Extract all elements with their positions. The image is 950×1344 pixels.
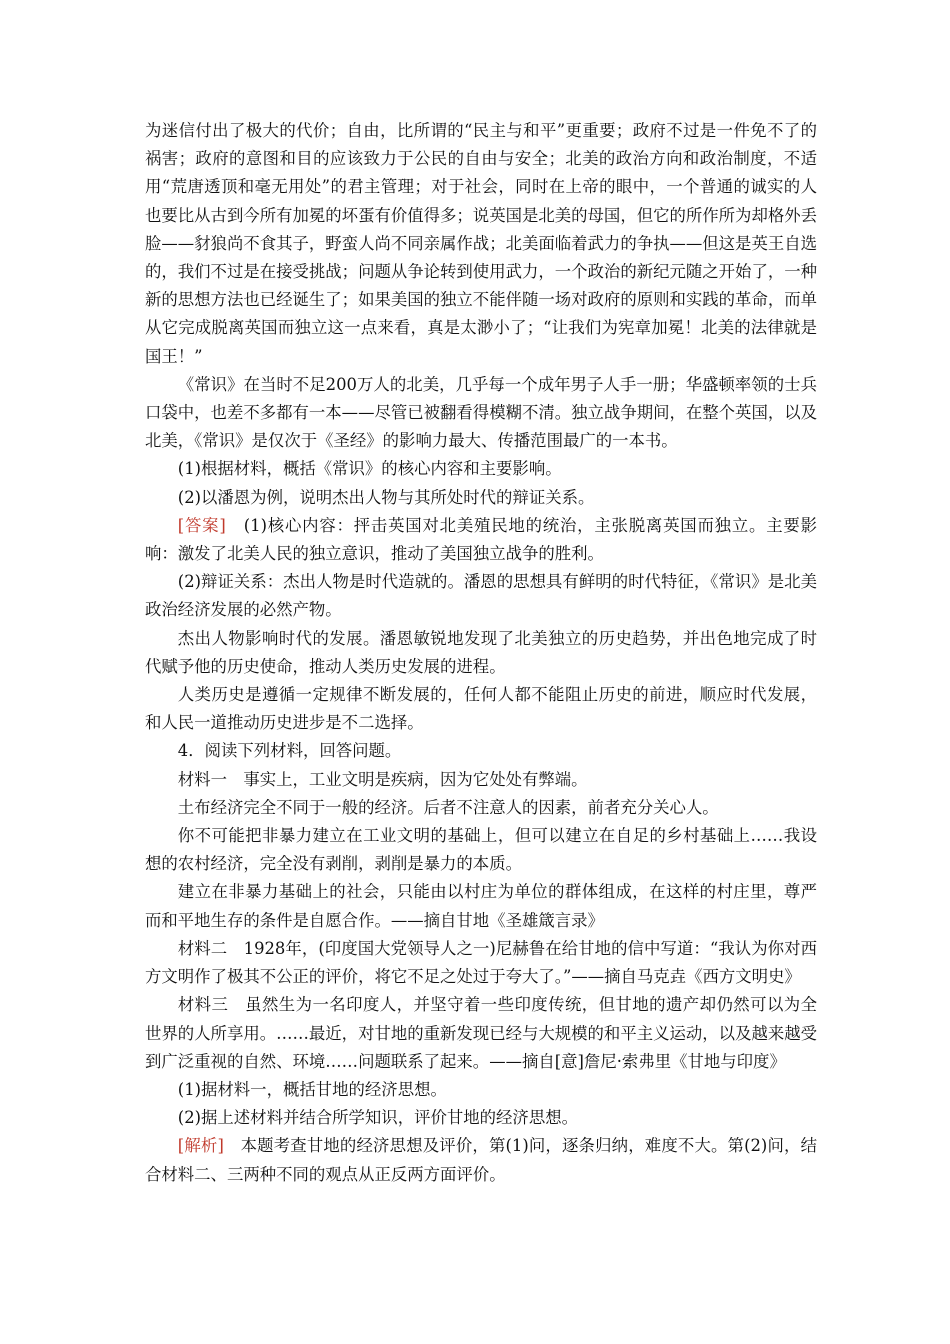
answer-part-2-conclusion: [145, 681, 817, 737]
material-2: [145, 935, 817, 991]
analysis-tag: [解析]: [177, 1136, 224, 1156]
paragraph-text: 4．阅读下列材料，回答问题。: [177, 741, 402, 761]
paragraph-text: (2)据上述材料并结合所学知识，评价甘地的经济思想。: [177, 1108, 578, 1128]
paragraph-text: (1)据材料一，概括甘地的经济思想。: [177, 1079, 447, 1099]
question-3-1: [145, 455, 817, 483]
paragraph-text: 人类历史是遵循一定规律不断发展的，任何人都不能阻止历史的前进，顺应时代发展，和人民一道推动历史进步是不二选择。: [145, 685, 817, 733]
paragraph-text: 你不可能把非暴力建立在工业文明的基础上，但可以建立在自足的乡村基础上……我设想的农村经济，完全没有剥削，剥削是暴力的本质。: [145, 826, 817, 874]
material-1-khadi: [145, 794, 817, 822]
question-4-stem: [145, 737, 817, 765]
answer-tag: [答案]: [177, 515, 226, 535]
paragraph-text: (2)以潘恩为例，说明杰出人物与其所处时代的辩证关系。: [177, 487, 595, 507]
material-3: [145, 991, 817, 1076]
paragraph-text: 杰出人物影响时代的发展。潘恩敏锐地发现了北美独立的历史趋势，并出色地完成了时代赋予他的历史使命，推动人类历史发展的进程。: [145, 628, 817, 676]
paragraph-text: 材料一 事实上，工业文明是疾病，因为它处处有弊端。: [177, 769, 588, 789]
material-1: [145, 766, 817, 794]
paragraph-quote-continuation: [145, 117, 817, 371]
analysis-paragraph: [145, 1132, 817, 1188]
paragraph-text: 土布经济完全不同于一般的经济。后者不注意人的因素，前者充分关心人。: [177, 797, 719, 817]
answer-part-2-influence: [145, 625, 817, 681]
paragraph-text: 本题考查甘地的经济思想及评价，第(1)问，逐条归纳，难度不大。第(2)问，结合材料二、三两种不同的观点从正反两方面评价。: [145, 1136, 817, 1184]
material-1-society: [145, 878, 817, 934]
answer-paragraph: [145, 512, 817, 568]
paragraph-text: 为迷信付出了极大的代价；自由，比所谓的“民主与和平”更重要；政府不过是一件免不了的祸害；政府的意图和目的应该致力于公民的自由与安全；北美的政治方向和政治制度，不适用“荒唐透顶和毫无用处”的君主管理；对于社会，同时在上帝的眼中，一个普通的诚实的人也要比从古到今所有加冕的坏蛋有价值得多；说英国是北美的母国，但它的所作所为却格外丢脸——豺狼尚不食其子，野蛮人尚不同亲属作战；北美面临着武力的争执——但这是英王自选的，我们不过是在接受挑战；问题从争论转到使用武力，一个政治的新纪元随之开始了，一种新的思想方法也已经诞生了；如果美国的独立不能伴随一场对政府的原则和实践的革命，而单从它完成脱离英国而独立这一点来看，真是太渺小了；“让我们为宪章加冕！北美的法律就是国王！”: [145, 121, 818, 366]
question-4-1: [145, 1076, 817, 1104]
question-4-2: [145, 1104, 817, 1132]
question-3-2: [145, 484, 817, 512]
paragraph-text: (2)辩证关系：杰出人物是时代造就的。潘恩的思想具有鲜明的时代特征，《常识》是北美政治经济发展的必然产物。: [145, 572, 817, 620]
paragraph-text: (1)根据材料，概括《常识》的核心内容和主要影响。: [177, 459, 562, 479]
paragraph-text: 材料二 1928年，(印度国大党领导人之一)尼赫鲁在给甘地的信中写道：“我认为你对西方文明作了极其不公正的评价，将它不足之处过于夸大了。”——摘自马克垚《西方文明史》: [145, 938, 817, 987]
paragraph-text: 《常识》在当时不足200万人的北美，几乎每一个成年男子人手一册；华盛顿率领的士兵口袋中，也差不多都有一本——尽管已被翻看得模糊不清。独立战争期间，在整个英国，以及北美，《常识》是仅次于《圣经》的影响力最大、传播范围最广的一本书。: [145, 374, 818, 451]
material-1-nonviolence: [145, 822, 817, 878]
paragraph-text: (1)核心内容：抨击英国对北美殖民地的统治，主张脱离英国而独立。主要影响：激发了北美人民的独立意识，推动了美国独立战争的胜利。: [145, 515, 817, 564]
paragraph-common-sense-influence: [145, 371, 817, 456]
answer-part-2: [145, 568, 817, 624]
paragraph-text: 材料三 虽然生为一名印度人，并坚守着一些印度传统，但甘地的遗产却仍然可以为全世界的人所享用。……最近，对甘地的重新发现已经与大规模的和平主义运动，以及越来越受到广泛重视的自然、环境……问题联系了起来。——摘自[意]詹尼·索弗里《甘地与印度》: [145, 995, 818, 1071]
paragraph-text: 建立在非暴力基础上的社会，只能由以村庄为单位的群体组成，在这样的村庄里，尊严而和平地生存的条件是自愿合作。——摘自甘地《圣雄箴言录》: [145, 882, 817, 930]
document-body: [145, 117, 817, 1189]
